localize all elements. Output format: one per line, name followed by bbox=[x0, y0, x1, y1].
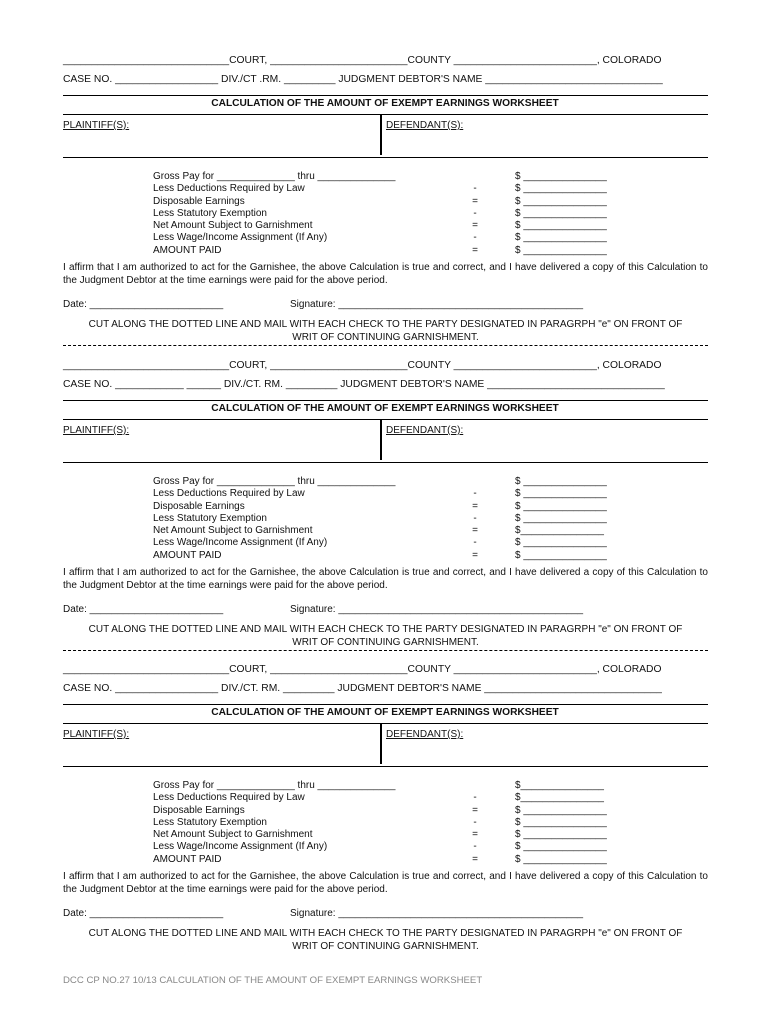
calc-row-operator: - bbox=[473, 183, 477, 195]
defendant-label: DEFENDANT(S): bbox=[386, 729, 464, 740]
cut-instruction-line: CUT ALONG THE DOTTED LINE AND MAIL WITH EACH CHECK TO THE PARTY DESIGNATED IN PARAGRPH "e" ON FRONT OF bbox=[88, 319, 683, 330]
calc-row-label: Less Statutory Exemption bbox=[153, 512, 267, 524]
calc-row-operator: = bbox=[472, 549, 478, 561]
calc-row-label: Less Wage/Income Assignment (If Any) bbox=[153, 232, 328, 244]
calculation-operators bbox=[468, 476, 482, 562]
party-divider bbox=[380, 420, 382, 460]
cut-instruction-line: CUT ALONG THE DOTTED LINE AND MAIL WITH EACH CHECK TO THE PARTY DESIGNATED IN PARAGRPH "e" ON FRONT OF bbox=[88, 624, 683, 635]
calc-row-operator: = bbox=[472, 853, 478, 865]
date-field[interactable]: Date: ________________________ bbox=[63, 604, 224, 615]
party-divider bbox=[380, 724, 382, 764]
calc-row-operator: = bbox=[472, 195, 478, 207]
calc-row-label: Less Statutory Exemption bbox=[153, 816, 267, 828]
calc-row-amount-field[interactable]: $ _______________ bbox=[515, 512, 607, 524]
calc-row-label: Disposable Earnings bbox=[153, 500, 245, 512]
calc-row-label: Gross Pay for ______________ thru ______________ bbox=[153, 476, 396, 487]
cut-instruction-line: CUT ALONG THE DOTTED LINE AND MAIL WITH EACH CHECK TO THE PARTY DESIGNATED IN PARAGRPH "e" ON FRONT OF bbox=[88, 928, 683, 939]
date-field[interactable]: Date: ________________________ bbox=[63, 299, 224, 310]
calc-row-label: Disposable Earnings bbox=[153, 195, 245, 207]
cut-instruction-line: WRIT OF CONTINUING GARNISHMENT. bbox=[292, 331, 479, 343]
divider bbox=[63, 95, 708, 96]
calc-row-label: Less Deductions Required by Law bbox=[153, 183, 305, 195]
affirmation-text: I affirm that I am authorized to act for the Garnishee, the above Calculation is true and correct, and I have delivered a copy of this Calculation to the Judgment Debtor at the time earnings were paid for the above period. bbox=[63, 871, 708, 895]
worksheet-section bbox=[0, 305, 770, 648]
calc-row-label: AMOUNT PAID bbox=[153, 853, 222, 865]
calc-row-amount-field[interactable]: $ _______________ bbox=[515, 476, 607, 487]
calc-row-operator: = bbox=[472, 525, 478, 537]
calc-row-operator: - bbox=[473, 207, 477, 219]
calc-row-label: Disposable Earnings bbox=[153, 804, 245, 816]
calc-row-amount-field[interactable]: $ _______________ bbox=[515, 195, 607, 207]
date-field[interactable]: Date: ________________________ bbox=[63, 908, 224, 919]
case-number-line[interactable]: CASE NO. __________________ DIV./CT. RM. _________ JUDGMENT DEBTOR'S NAME _______________________________ bbox=[63, 683, 662, 694]
calc-row-amount-field[interactable]: $ _______________ bbox=[515, 488, 607, 500]
calc-row-amount-field[interactable]: $ _______________ bbox=[515, 829, 607, 841]
calc-row-label: Less Wage/Income Assignment (If Any) bbox=[153, 537, 328, 549]
worksheet-section bbox=[0, 609, 770, 952]
calc-row-operator bbox=[468, 780, 482, 792]
calc-row-operator: - bbox=[473, 232, 477, 244]
affirmation-text: I affirm that I am authorized to act for the Garnishee, the above Calculation is true and correct, and I have delivered a copy of this Calculation to the Judgment Debtor at the time earnings were paid for the above period. bbox=[63, 567, 708, 591]
calc-row-operator: - bbox=[473, 816, 477, 828]
worksheet-title: CALCULATION OF THE AMOUNT OF EXEMPT EARNINGS WORKSHEET bbox=[211, 98, 559, 109]
calc-row-amount-field[interactable]: $ _______________ bbox=[515, 549, 607, 561]
calc-row-operator: - bbox=[473, 512, 477, 524]
calc-row-amount-field[interactable]: $ _______________ bbox=[515, 804, 607, 816]
calculation-amounts bbox=[515, 171, 607, 257]
worksheet-section bbox=[0, 0, 770, 343]
signature-field[interactable]: Signature: ____________________________________________ bbox=[290, 908, 584, 919]
calc-row-operator: - bbox=[473, 537, 477, 549]
calc-row-operator bbox=[468, 476, 482, 488]
calculation-amounts bbox=[515, 780, 607, 866]
calc-row-label: Net Amount Subject to Garnishment bbox=[153, 220, 313, 232]
calc-row-label: Net Amount Subject to Garnishment bbox=[153, 525, 313, 537]
calc-row-amount-field[interactable]: $ _______________ bbox=[515, 171, 607, 182]
divider bbox=[63, 704, 708, 705]
calc-row-amount-field[interactable]: $ _______________ bbox=[515, 232, 607, 244]
calculation-labels bbox=[153, 476, 395, 562]
calc-row-label: Less Wage/Income Assignment (If Any) bbox=[153, 841, 328, 853]
calc-row-operator: = bbox=[472, 244, 478, 256]
calculation-labels bbox=[153, 171, 395, 257]
divider bbox=[63, 157, 708, 158]
calc-row-amount-field[interactable]: $ _______________ bbox=[515, 537, 607, 549]
calc-row-operator: = bbox=[472, 804, 478, 816]
signature-field[interactable]: Signature: ____________________________________________ bbox=[290, 299, 584, 310]
form-footer: DCC CP NO.27 10/13 CALCULATION OF THE AMOUNT OF EXEMPT EARNINGS WORKSHEET bbox=[63, 975, 483, 986]
calc-row-operator: - bbox=[473, 488, 477, 500]
court-county-line[interactable]: _____________________________COURT, ________________________COUNTY _________________________, COLORADO bbox=[63, 360, 662, 371]
cut-instruction-line: WRIT OF CONTINUING GARNISHMENT. bbox=[292, 940, 479, 952]
divider bbox=[63, 766, 708, 767]
court-county-line[interactable]: _____________________________COURT, ________________________COUNTY _________________________, COLORADO bbox=[63, 664, 662, 675]
worksheet-title: CALCULATION OF THE AMOUNT OF EXEMPT EARNINGS WORKSHEET bbox=[211, 707, 559, 718]
calculation-amounts bbox=[515, 476, 607, 562]
calculation-labels bbox=[153, 780, 395, 866]
calc-row-amount-field[interactable]: $ _______________ bbox=[515, 841, 607, 853]
calc-row-label: Gross Pay for ______________ thru ______________ bbox=[153, 171, 396, 182]
plaintiff-label: PLAINTIFF(S): bbox=[63, 729, 130, 740]
worksheet-title: CALCULATION OF THE AMOUNT OF EXEMPT EARNINGS WORKSHEET bbox=[211, 403, 559, 414]
calc-row-amount-field[interactable]: $_______________ bbox=[515, 525, 604, 537]
calc-row-amount-field[interactable]: $ _______________ bbox=[515, 220, 607, 232]
calc-row-label: Less Deductions Required by Law bbox=[153, 792, 305, 804]
calc-row-amount-field[interactable]: $ _______________ bbox=[515, 183, 607, 195]
signature-field[interactable]: Signature: ____________________________________________ bbox=[290, 604, 584, 615]
calc-row-operator: - bbox=[473, 792, 477, 804]
divider bbox=[63, 114, 708, 115]
calc-row-operator: = bbox=[472, 829, 478, 841]
defendant-label: DEFENDANT(S): bbox=[386, 120, 464, 131]
party-divider bbox=[380, 115, 382, 155]
divider bbox=[63, 462, 708, 463]
calc-row-label: Net Amount Subject to Garnishment bbox=[153, 829, 313, 841]
case-number-line[interactable]: CASE NO. ____________ ______ DIV./CT. RM. _________ JUDGMENT DEBTOR'S NAME _______________________________ bbox=[63, 379, 665, 390]
court-county-line[interactable]: _____________________________COURT, ________________________COUNTY _________________________, COLORADO bbox=[63, 55, 662, 66]
calc-row-amount-field[interactable]: $ _______________ bbox=[515, 244, 607, 256]
calc-row-label: Less Statutory Exemption bbox=[153, 207, 267, 219]
calc-row-label: AMOUNT PAID bbox=[153, 244, 222, 256]
calculation-operators bbox=[468, 780, 482, 866]
divider bbox=[63, 419, 708, 420]
calc-row-operator: = bbox=[472, 220, 478, 232]
calc-row-amount-field[interactable]: $ _______________ bbox=[515, 500, 607, 512]
calc-row-operator: - bbox=[473, 841, 477, 853]
calc-row-operator bbox=[468, 171, 482, 183]
plaintiff-label: PLAINTIFF(S): bbox=[63, 425, 130, 436]
defendant-label: DEFENDANT(S): bbox=[386, 425, 464, 436]
divider bbox=[63, 723, 708, 724]
divider bbox=[63, 400, 708, 401]
plaintiff-label: PLAINTIFF(S): bbox=[63, 120, 130, 131]
calc-row-amount-field[interactable]: $ _______________ bbox=[515, 853, 607, 865]
calc-row-label: Less Deductions Required by Law bbox=[153, 488, 305, 500]
cut-instruction-line: WRIT OF CONTINUING GARNISHMENT. bbox=[292, 636, 479, 648]
calc-row-label: Gross Pay for ______________ thru ______________ bbox=[153, 780, 396, 791]
calc-row-amount-field[interactable]: $_______________ bbox=[515, 792, 604, 804]
calc-row-amount-field[interactable]: $ _______________ bbox=[515, 207, 607, 219]
calc-row-operator: = bbox=[472, 500, 478, 512]
calculation-operators bbox=[468, 171, 482, 257]
case-number-line[interactable]: CASE NO. __________________ DIV./CT .RM. _________ JUDGMENT DEBTOR'S NAME _______________________________ bbox=[63, 74, 663, 85]
calc-row-label: AMOUNT PAID bbox=[153, 549, 222, 561]
calc-row-amount-field[interactable]: $ _______________ bbox=[515, 816, 607, 828]
calc-row-amount-field[interactable]: $_______________ bbox=[515, 780, 604, 791]
affirmation-text: I affirm that I am authorized to act for the Garnishee, the above Calculation is true and correct, and I have delivered a copy of this Calculation to the Judgment Debtor at the time earnings were paid for the above period. bbox=[63, 262, 708, 286]
cut-instructions bbox=[63, 928, 708, 953]
